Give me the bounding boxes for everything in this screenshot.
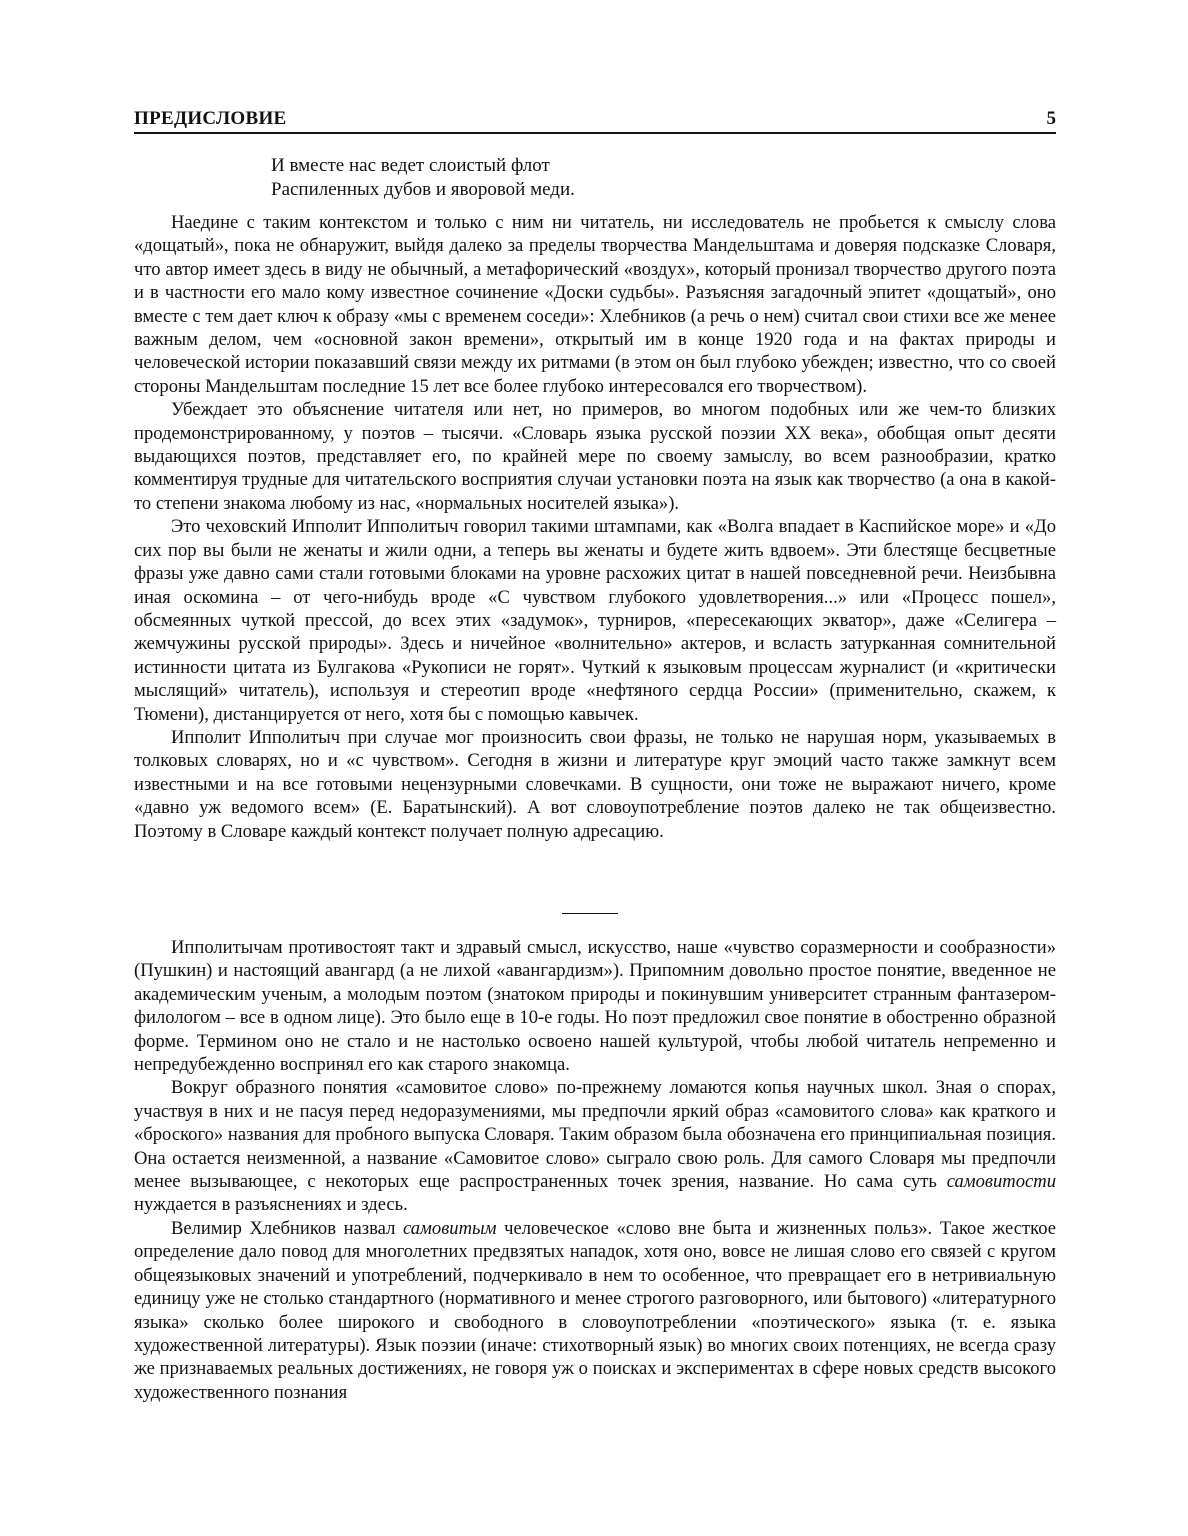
paragraph-4: Ипполит Ипполитыч при случае мог произносить свои фразы, не только не нарушая норм, указываемых в толковых словарях, но и «с чувством». Сегодня в жизни и литературе круг эмоций часто также замкнут всем известными и на все готовыми нецензурными словечками. В сущности, они тоже не выражают ничего, кроме «давно уж ведомого всем» (Е. Баратынский). А вот словоупотребление поэтов далеко не так общеизвестно. Поэтому в Словаре каждый контекст получает полную адресацию.: [134, 726, 1056, 842]
paragraph-6: [134, 1076, 1056, 1216]
section-separator: [562, 913, 618, 914]
running-header: [134, 106, 1056, 134]
paragraph-5: Ипполитычам противостоят такт и здравый смысл, искусство, наше «чувство соразмерности и сообразности» (Пушкин) и настоящий авангард (а не лихой «авангардизм»). Припомним довольно простое понятие, введенное не академическим ученым, а молодым поэтом (знатоком природы и покинувшим университет странным фантазером-филологом – все в одном лице). Это было еще в 10-е годы. Но поэт предложил свое понятие в обостренно образной форме. Термином оно не стало и не настолько освоено нашей культурой, чтобы любой читатель непременно и непредубежденно воспринял его как старого знакомца.: [134, 937, 1056, 1076]
paragraph-7-emphasis: самовитым: [402, 1217, 497, 1239]
section-title: ПРЕДИСЛОВИЕ: [134, 108, 287, 129]
paragraph-7-text-end: человеческое «слово вне быта и жизненных польз». Такое жесткое определение дало повод для многолетних предвзятых нападок, хотя оно, вовсе не лишая слово его связей с кругом общеязыковых значений и употреблений, подчеркивало в нем то особенное, что превращает его в нетривиальную единицу уже не столько стандартного (нормативного и менее строгого разговорного, или бытового) «литературного языка» сколько более широкого и свободного в словоупотреблении «поэтического» языка (т. е. языка художественной литературы). Язык поэзии (иначе: стихотворный язык) во многих своих потенциях, не всегда сразу же признаваемых реальных достижениях, не говоря уж о поисках и экспериментах в сфере новых средств высокого художественного познания: [134, 1217, 1056, 1403]
paragraph-3: Это чеховский Ипполит Ипполитыч говорил такими штампами, как «Волга впадает в Каспийское море» и «До сих пор вы были не женаты и жили одни, а теперь вы женаты и будете жить вдвоем». Эти блестяще бесцветные фразы уже давно сами стали готовыми блоками на уровне расхожих цитат в нашей повседневной речи. Неизбывна иная оскомина – от чего-нибудь вроде «С чувством глубокого удовлетворения...» или «Процесс пошел», обсмеянных чуткой прессой, до всех этих «задумок», турниров, «пересекающих экватор», даже «Селигера – жемчужины русской природы». Здесь и ничейное «волнительно» актеров, и всласть затурканная сомнительной истинности цитата из Булгакова «Рукописи не горят». Чуткий к языковым процессам журналист (и «критически мыслящий» читатель), используя и стереотип вроде «нефтяного сердца России» (применительно, скажем, к Тюмени), дистанцируется от него, хотя бы с помощью кавычек.: [134, 516, 1056, 725]
verse-line-1: И вместе нас ведет слоистый флот: [271, 155, 550, 176]
paragraph-7: [134, 1217, 1056, 1404]
page-number: 5: [1046, 108, 1056, 129]
body-section-1: [134, 211, 1056, 843]
paragraph-6-emphasis: самовитости: [946, 1171, 1056, 1193]
paragraph-1: Наедине с таким контекстом и только с ним ни читатель, ни исследователь не пробьется к смыслу слова «дощатый», пока не обнаружит, выйдя далеко за пределы творчества Мандельштама и доверяя подсказке Словаря, что автор имеет здесь в виду не обычный, а метафорический «воздух», который пронизал творчество другого поэта и в частности его мало кому известное сочинение «Доски судьбы». Разъясняя загадочный эпитет «дощатый», оно вместе с тем дает ключ к образу «мы с временем соседи»: Хлебников (а речь о нем) считал свои стихи все же менее важным делом, чем «основной закон времени», открытый им в конце 1920 года и на фактах природы и человеческой истории показавший связи между их ритмами (в этом он был глубоко убежден; известно, что со своей стороны Мандельштам последние 15 лет все более глубоко интересовался его творчеством).: [134, 212, 1056, 397]
paragraph-7-text: Велимир Хлебников назвал: [171, 1217, 403, 1239]
paragraph-6-text-end: нуждается в разъяснениях и здесь.: [134, 1194, 408, 1216]
body-section-2: [134, 936, 1056, 1404]
verse-quote: [271, 154, 575, 202]
paragraph-6-text: Вокруг образного понятия «самовитое слово» по-прежнему ломаются копья научных школ. Зная о спорах, участвуя в них и не пасуя перед недоразумениями, мы предпочли яркий образ «самовитого слова» как краткого и «броского» названия для пробного выпуска Словаря. Таким образом была обозначена его принципиальная позиция. Она остается неизменной, а название «Самовитое слово» сыграло свою роль. Для самого Словаря мы предпочли менее вызывающее, с некоторых еще распространенных точек зрения, название. Но сама суть: [134, 1077, 1056, 1193]
verse-line-2: Распиленных дубов и яворовой меди.: [271, 179, 575, 200]
paragraph-2: Убеждает это объяснение читателя или нет, но примеров, во многом подобных или же чем-то близких продемонстрированному, у поэтов – тысячи. «Словарь языка русской поэзии XX века», обобщая опыт десяти выдающихся поэтов, представляет его, по крайней мере по своему замыслу, во всем разнообразии, кратко комментируя трудные для читательского восприятия случаи установки поэта на язык как творчество (а она в какой-то степени знакома любому из нас, «нормальных носителей языка»).: [134, 399, 1056, 514]
